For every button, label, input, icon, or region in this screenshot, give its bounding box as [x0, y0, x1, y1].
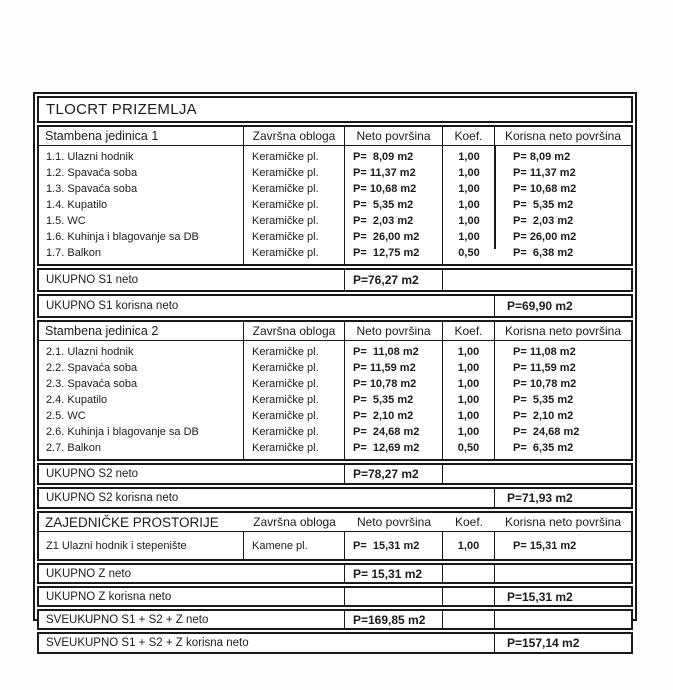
room-name: 1.1. Ulazni hodnik	[46, 151, 134, 163]
room-name: 1.4. Kupatilo	[46, 199, 108, 211]
usable-area-value: P= 2,10 m2	[513, 410, 574, 422]
empty-cell	[495, 611, 631, 628]
room-name: 1.7. Balkon	[46, 247, 102, 259]
net-area-value: P= 5,35 m2	[353, 199, 414, 211]
total-value: P=169,85 m2	[345, 611, 443, 628]
finish-value: Keramičke pl.	[252, 199, 319, 211]
room-name: 2.2. Spavaća soba	[46, 362, 138, 374]
finish-value: Keramičke pl.	[252, 231, 319, 243]
total-label: UKUPNO S2 korisna neto	[39, 489, 495, 507]
net-area-value: P= 5,35 m2	[353, 394, 414, 406]
column-header-net: Neto površina	[356, 515, 432, 529]
room-name: 1.2. Spavaća soba	[46, 167, 138, 179]
coef-value: 1,00	[458, 151, 480, 163]
usable-area-value: P= 2,03 m2	[513, 215, 574, 227]
net-area-value: P= 12,75 m2	[353, 247, 420, 259]
unit2-data-block	[39, 341, 631, 459]
room-name: 2.6. Kuhinja i blagovanje sa DB	[46, 426, 199, 438]
total-value: P=69,90 m2	[507, 299, 573, 313]
empty-cell	[345, 588, 443, 605]
empty-cell	[443, 611, 495, 628]
finish-value: Keramičke pl.	[252, 151, 319, 163]
usable-area-value: P= 26,00 m2	[513, 231, 577, 243]
column-header-finish: Završna obloga	[244, 322, 345, 340]
usable-area-value: P= 11,37 m2	[513, 167, 576, 179]
common-total-net-row	[37, 563, 633, 584]
column-header-unit2: Stambena jedinica 2	[39, 322, 244, 340]
total-label: UKUPNO S1 korisna neto	[39, 296, 495, 316]
finish-value: Keramičke pl.	[252, 215, 319, 227]
total-value: P= 15,31 m2	[345, 565, 443, 582]
page-title: TLOCRT PRIZEMLJA	[46, 101, 197, 118]
column-header-coef: Koef.	[443, 127, 495, 145]
total-label: SVEUKUPNO S1 + S2 + Z neto	[39, 611, 345, 628]
coef-value: 1,00	[443, 532, 495, 559]
coef-value: 1,00	[458, 231, 480, 243]
coef-value: 1,00	[457, 426, 480, 438]
finish-value: Keramičke pl.	[252, 183, 319, 195]
total-label: UKUPNO S1 neto	[39, 270, 345, 290]
unit1-total-net-row	[37, 268, 633, 292]
finish-value: Keramičke pl.	[252, 442, 319, 454]
partial-column-divider	[494, 146, 496, 249]
unit2-room-names	[39, 341, 244, 459]
room-name: Z1 Ulazni hodnik i stepenište	[39, 532, 244, 559]
coef-value: 0,50	[458, 247, 480, 259]
total-label: UKUPNO Z korisna neto	[39, 588, 345, 605]
room-name: 2.1. Ulazni hodnik	[46, 346, 134, 358]
common-total-usable-row	[37, 586, 633, 607]
unit2-total-net-row	[37, 463, 633, 485]
coef-value: 1,00	[458, 167, 480, 179]
net-area-value: P= 10,68 m2	[353, 183, 417, 195]
coef-value: 1,00	[457, 378, 480, 390]
unit1-header-row	[39, 127, 631, 146]
grand-total-net-row	[37, 609, 633, 630]
unit2-header-row	[39, 322, 631, 341]
empty-cell	[495, 565, 631, 582]
usable-area-value: P= 11,59 m2	[513, 362, 576, 374]
empty-cell	[443, 588, 495, 605]
finish-value: Keramičke pl.	[252, 346, 319, 358]
room-name: 1.3. Spavaća soba	[46, 183, 138, 195]
net-area-value: P= 11,37 m2	[353, 167, 416, 179]
unit2-usable-areas	[495, 341, 631, 459]
net-area-value: P= 8,09 m2	[353, 151, 414, 163]
section-common	[37, 511, 633, 561]
finish-value: Kamene pl.	[244, 532, 345, 559]
net-area-value: P= 11,59 m2	[353, 362, 416, 374]
net-area-value: P= 2,03 m2	[353, 215, 414, 227]
room-name: 2.4. Kupatilo	[46, 394, 108, 406]
usable-area-value: P= 10,78 m2	[513, 378, 577, 390]
column-header-usable: Korisna neto površina	[504, 324, 622, 338]
column-header-finish: Završna obloga	[244, 127, 345, 145]
coef-value: 1,00	[457, 394, 480, 406]
coef-value: 0,50	[457, 442, 480, 454]
unit1-finishes	[244, 146, 345, 264]
total-label: UKUPNO Z neto	[39, 565, 345, 582]
unit1-total-usable-row	[37, 294, 633, 318]
unit1-room-names	[39, 146, 244, 264]
column-header-unit1: Stambena jedinica 1	[39, 127, 244, 145]
column-header-net: Neto površina	[345, 127, 443, 145]
total-value: P=71,93 m2	[507, 491, 573, 505]
table-title-row	[37, 96, 633, 123]
usable-area-value: P= 5,35 m2	[513, 394, 574, 406]
section-unit2	[37, 320, 633, 461]
net-area-value: P= 24,68 m2	[353, 426, 420, 438]
table-outer-frame	[33, 92, 637, 650]
total-label: UKUPNO S2 neto	[39, 465, 345, 483]
column-header-common: ZAJEDNIČKE PROSTORIJE	[45, 514, 219, 530]
usable-area-value: P= 8,09 m2	[513, 151, 571, 163]
room-name: 1.5. WC	[46, 215, 86, 227]
finish-value: Keramičke pl.	[252, 378, 319, 390]
column-header-coef: Koef.	[454, 515, 484, 529]
total-value: P=78,27 m2	[345, 465, 443, 483]
finish-value: Keramičke pl.	[252, 247, 319, 259]
unit1-net-areas	[345, 146, 443, 264]
coef-value: 1,00	[457, 346, 480, 358]
total-label: SVEUKUPNO S1 + S2 + Z korisna neto	[39, 634, 495, 652]
usable-area-value: P= 5,35 m2	[513, 199, 574, 211]
net-area-value: P= 12,69 m2	[353, 442, 420, 454]
net-area-value: P= 2,10 m2	[353, 410, 414, 422]
coef-value: 1,00	[458, 215, 480, 227]
room-name: 2.5. WC	[46, 410, 86, 422]
section-unit1	[37, 125, 633, 266]
unit1-coefficients	[443, 146, 495, 264]
usable-area-value: P= 6,35 m2	[513, 442, 574, 454]
coef-value: 1,00	[457, 410, 480, 422]
unit2-coefficients	[443, 341, 495, 459]
coef-value: 1,00	[458, 183, 480, 195]
finish-value: Keramičke pl.	[252, 394, 319, 406]
net-area-value: P= 26,00 m2	[353, 231, 420, 243]
common-data-row	[39, 532, 631, 559]
unit2-net-areas	[345, 341, 443, 459]
column-header-coef: Koef.	[443, 322, 495, 340]
empty-cell	[443, 270, 631, 290]
finish-value: Keramičke pl.	[252, 426, 319, 438]
finish-value: Keramičke pl.	[252, 167, 319, 179]
empty-cell	[443, 565, 495, 582]
empty-cell	[443, 465, 631, 483]
room-name: 2.7. Balkon	[46, 442, 102, 454]
net-area-value: P= 11,08 m2	[353, 346, 419, 358]
net-area-value: P= 15,31 m2	[345, 532, 443, 559]
usable-area-value: P= 10,68 m2	[513, 183, 577, 195]
column-header-net: Neto površina	[345, 322, 443, 340]
unit2-total-usable-row	[37, 487, 633, 509]
column-header-usable: Korisna neto površina	[504, 515, 622, 529]
grand-total-usable-row	[37, 632, 633, 654]
room-name: 2.3. Spavaća soba	[46, 378, 138, 390]
coef-value: 1,00	[457, 362, 480, 374]
column-header-usable: Korisna neto površina	[504, 129, 622, 143]
unit1-usable-areas	[495, 146, 631, 264]
column-header-finish: Završna obloga	[253, 515, 336, 529]
total-value: P=157,14 m2	[507, 636, 580, 650]
usable-area-value: P= 11,08 m2	[513, 346, 576, 358]
unit1-data-block	[39, 146, 631, 264]
total-value: P=15,31 m2	[507, 589, 573, 604]
finish-value: Keramičke pl.	[252, 410, 319, 422]
room-name: 1.6. Kuhinja i blagovanje sa DB	[46, 231, 199, 243]
coef-value: 1,00	[458, 199, 480, 211]
total-value: P=76,27 m2	[345, 270, 443, 290]
usable-area-value: P= 15,31 m2	[513, 539, 577, 552]
common-header-row	[39, 513, 631, 532]
finish-value: Keramičke pl.	[252, 362, 319, 374]
net-area-value: P= 10,78 m2	[353, 378, 417, 390]
unit2-finishes	[244, 341, 345, 459]
usable-area-value: P= 6,38 m2	[513, 247, 574, 259]
usable-area-value: P= 24,68 m2	[513, 426, 580, 438]
